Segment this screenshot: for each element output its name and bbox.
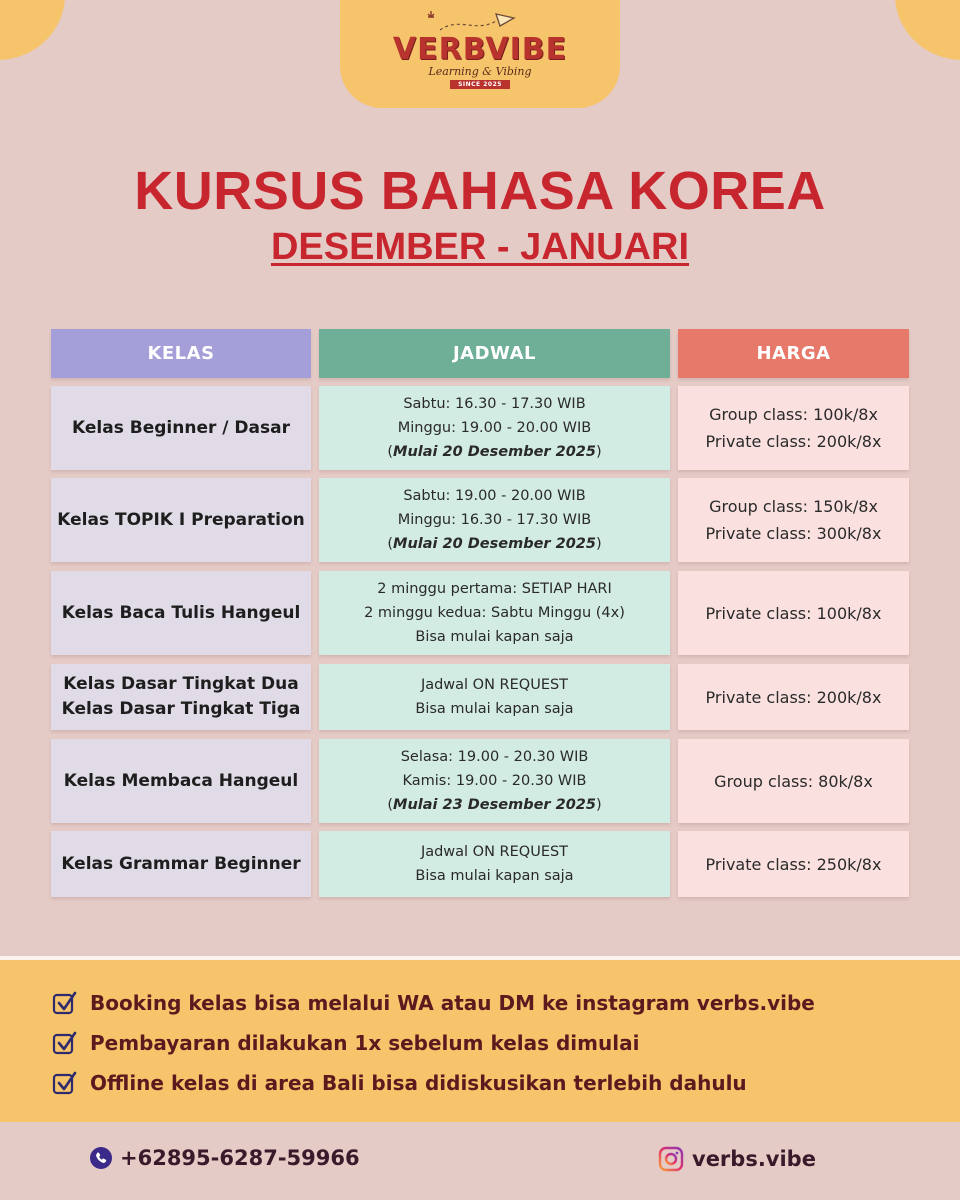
brand-since-ribbon: SINCE 2025 [450,80,510,89]
phone-icon [90,1147,112,1169]
table-row-2-kelas [51,478,311,562]
phone-number: +62895-6287-59966 [120,1146,360,1170]
corner-decoration-left [0,0,65,60]
note-text: Offline kelas di area Bali bisa didiskusikan terlebih dahulu [90,1071,747,1095]
note-text: Booking kelas bisa melalui WA atau DM ke instagram verbs.vibe [90,991,815,1015]
class-name: Kelas Baca Tulis Hangeul [61,602,301,623]
table-row-3-harga [678,571,909,655]
table-row-1-kelas [51,386,311,470]
schedule-line: Sabtu: 19.00 - 20.00 WIB [403,488,586,504]
table-row-1-jadwal [319,386,670,470]
header-kelas: KELAS [51,329,311,378]
schedule-line: 2 minggu pertama: SETIAP HARI [377,581,612,597]
start-date: (Mulai 23 Desember 2025) [387,797,602,813]
phone-contact[interactable] [90,1146,360,1170]
paper-plane-icon [420,8,520,38]
table-row-2-harga [678,478,909,562]
note-item [52,990,815,1016]
note-item [52,1030,639,1056]
class-name: Kelas Beginner / Dasar [72,417,290,438]
page-subtitle [0,226,960,269]
table-row-5-kelas [51,739,311,823]
table-row-6-harga [678,831,909,897]
table-row-6-kelas [51,831,311,897]
price-line: Private class: 100k/8x [705,603,882,623]
schedule-line: Bisa mulai kapan saja [415,868,574,884]
checkbox-check-icon [52,990,78,1016]
schedule-line: Jadwal ON REQUEST [420,677,569,693]
brand-tagline: Learning & Vibing [428,65,532,78]
class-name: Kelas Dasar Tingkat Dua [63,674,299,694]
table-row-3-kelas [51,571,311,655]
start-date-text: Mulai 20 Desember 2025 [393,444,596,460]
header-jadwal: JADWAL [319,329,670,378]
table-row-2-jadwal [319,478,670,562]
table-row-4-jadwal [319,664,670,730]
table-row-5-harga [678,739,909,823]
schedule-line: Selasa: 19.00 - 20.30 WIB [400,749,589,765]
start-date: (Mulai 20 Desember 2025) [387,536,602,552]
table-row-5-jadwal [319,739,670,823]
instagram-handle: verbs.vibe [692,1147,816,1171]
table-row-4-harga [678,664,909,730]
class-name: Kelas Dasar Tingkat Tiga [61,699,301,719]
class-name: Kelas Grammar Beginner [61,853,301,874]
checkbox-check-icon [52,1070,78,1096]
schedule-line: Bisa mulai kapan saja [415,629,574,645]
start-date-text: Mulai 23 Desember 2025 [393,797,596,813]
table-row-1-harga [678,386,909,470]
instagram-icon [658,1146,684,1172]
schedule-line: 2 minggu kedua: Sabtu Minggu (4x) [364,605,625,621]
schedule-line: Minggu: 16.30 - 17.30 WIB [397,512,592,528]
header-harga: HARGA [678,329,909,378]
schedule-line: Sabtu: 16.30 - 17.30 WIB [403,396,586,412]
price-line: Group class: 80k/8x [714,771,873,791]
subtitle-text: DESEMBER - JANUARI [270,226,690,268]
start-date: (Mulai 20 Desember 2025) [387,444,602,460]
table-row-6-jadwal [319,831,670,897]
brand-name: VERBVIBE [392,32,568,67]
page-title: KURSUS BAHASA KOREA [134,161,826,221]
price-line: Group class: 150k/8x [709,497,878,516]
price-line: Private class: 200k/8x [705,687,882,707]
price-line: Private class: 250k/8x [705,854,882,874]
schedule-line: Jadwal ON REQUEST [420,844,569,860]
class-name: Kelas TOPIK I Preparation [57,509,305,530]
instagram-contact[interactable] [658,1146,816,1172]
note-text: Pembayaran dilakukan 1x sebelum kelas dimulai [90,1031,640,1055]
price-line: Group class: 100k/8x [709,405,878,424]
table-row-3-jadwal [319,571,670,655]
start-date-text: Mulai 20 Desember 2025 [393,536,596,552]
price-line: Private class: 200k/8x [705,432,882,451]
corner-decoration-right [895,0,960,60]
checkbox-check-icon [52,1030,78,1056]
price-line: Private class: 300k/8x [705,524,882,543]
schedule-line: Bisa mulai kapan saja [415,701,574,717]
table-row-4-kelas [51,664,311,730]
notes-section [0,960,960,1122]
class-name: Kelas Membaca Hangeul [63,770,299,791]
schedule-line: Kamis: 19.00 - 20.30 WIB [402,773,587,789]
note-item [52,1070,747,1096]
schedule-line: Minggu: 19.00 - 20.00 WIB [397,420,592,436]
